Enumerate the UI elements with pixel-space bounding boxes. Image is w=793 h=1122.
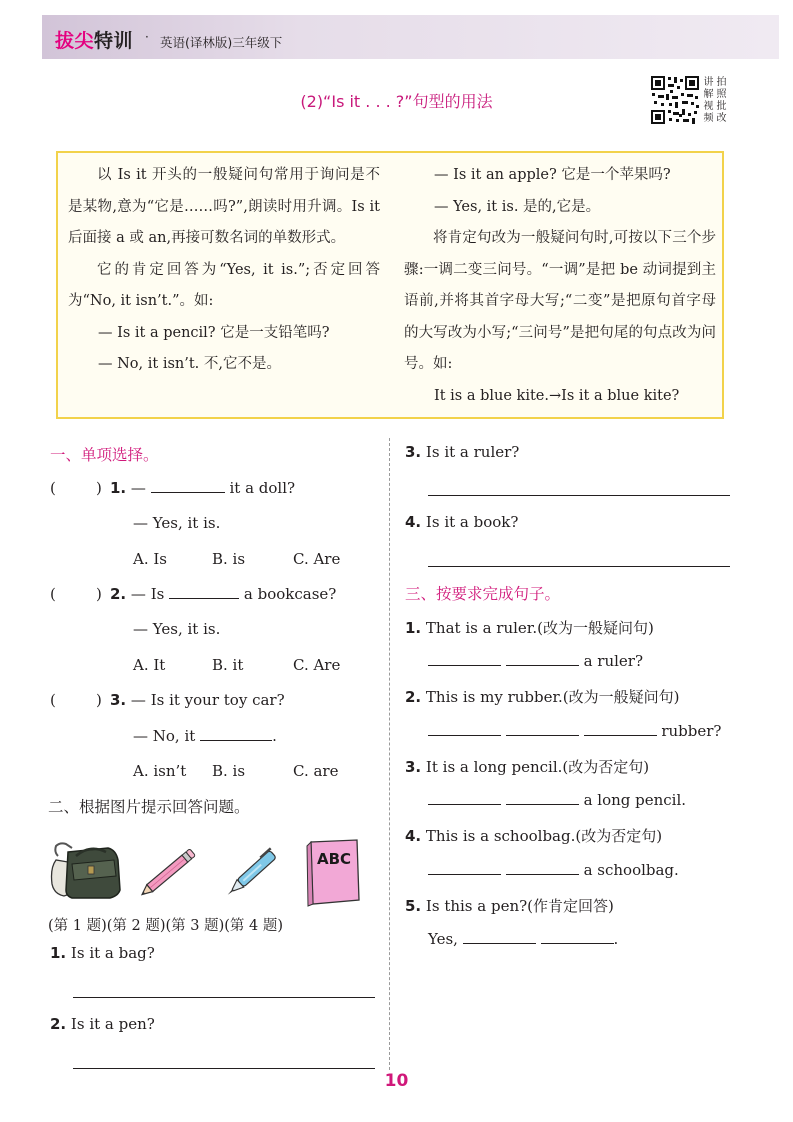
question-text: Is it a pen? — [70, 1015, 155, 1033]
p3-q2 — [405, 686, 680, 707]
header-bar — [42, 15, 779, 59]
q2-reply: — Yes, it is. — [133, 620, 221, 638]
note-right-column — [404, 160, 716, 412]
q3-reply-line — [133, 727, 277, 745]
page-number: 10 — [384, 1071, 409, 1091]
q3-text: — Is it your toy car? — [130, 691, 285, 709]
answer-blank[interactable] — [169, 585, 239, 599]
answer-blank[interactable] — [428, 652, 501, 666]
column-divider — [389, 438, 390, 1070]
answer-paren-open: ( — [50, 479, 56, 497]
book-cover-text: ABC — [316, 850, 352, 868]
note-paragraph: 将肯定句改为一般疑问句时,可按以下三个步骤:一调二变三问号。“一调”是把 be 动词提到主语前,并将其首字母大写;“二变”是把原句首字母的大写改为小写;“三问号”是把句尾的句点改为问号。如: — [404, 230, 716, 372]
question-number: 3. — [405, 443, 422, 461]
p3-q1 — [405, 617, 654, 638]
answer-line[interactable] — [428, 495, 730, 496]
question-number: 3. — [405, 758, 422, 776]
question-number: 2. — [50, 1015, 67, 1033]
answer-blank[interactable] — [506, 861, 579, 875]
answer-blank[interactable] — [428, 722, 501, 736]
q2-suffix: a bookcase? — [243, 585, 337, 603]
note-example: It is a blue kite.→Is it a blue kite? — [434, 387, 680, 404]
p3-q2-answer — [428, 722, 721, 740]
option-c: C. Are — [293, 550, 341, 568]
part3-title: 三、按要求完成句子。 — [405, 585, 561, 603]
question-number: 1. — [110, 479, 127, 497]
question-text: Is this a pen?(作肯定回答) — [425, 897, 614, 915]
answer-paren-open: ( — [50, 585, 56, 603]
option-b: B. is — [212, 550, 246, 568]
note-left-column — [68, 160, 380, 381]
book-subtitle: 英语(译林版)三年级下 — [160, 35, 283, 50]
q3-line — [110, 691, 285, 709]
answer-line[interactable] — [73, 1068, 375, 1069]
option-c: C. Are — [293, 656, 341, 674]
picture-captions: (第 1 题)(第 2 题)(第 3 题)(第 4 题) — [48, 918, 284, 934]
q1-reply: — Yes, it is. — [133, 514, 221, 532]
q2-line — [110, 585, 336, 603]
question-number: 2. — [405, 688, 422, 706]
answer-blank[interactable] — [428, 791, 501, 805]
qr-char: 视 — [703, 101, 714, 112]
answer-blank[interactable] — [200, 727, 272, 741]
q1-line — [110, 479, 295, 497]
answer-paren-close: ) — [96, 479, 102, 497]
p3-q3-answer — [428, 791, 686, 809]
p3-q4 — [405, 825, 662, 846]
brand-part-1: 拔尖 — [55, 30, 95, 52]
answer-blank[interactable] — [463, 930, 536, 944]
book-picture-icon — [305, 838, 363, 908]
note-example: — Yes, it is. 是的,它是。 — [434, 198, 601, 215]
answer-blank[interactable] — [506, 722, 579, 736]
p2-q4 — [405, 513, 518, 531]
answer-tail: . — [613, 930, 619, 948]
answer-paren-close: ) — [96, 585, 102, 603]
q1-suffix: it a doll? — [229, 479, 296, 497]
answer-blank[interactable] — [428, 861, 501, 875]
p3-q1-answer — [428, 652, 643, 670]
option-b: B. is — [212, 762, 246, 780]
question-text: Is it a bag? — [70, 944, 155, 962]
option-c: C. are — [293, 762, 339, 780]
answer-blank[interactable] — [541, 930, 614, 944]
answer-blank[interactable] — [151, 479, 225, 493]
question-number: 5. — [405, 897, 422, 915]
qr-char: 批 — [716, 101, 727, 112]
p2-q3 — [405, 443, 519, 461]
qr-code-icon[interactable] — [650, 75, 700, 125]
q2-prefix: — Is — [130, 585, 165, 603]
part2-title: 二、根据图片提示回答问题。 — [48, 798, 250, 816]
note-paragraph: 它的肯定回答为“Yes, it is.”;否定回答为“No, it isn’t.”。如: — [68, 261, 380, 309]
qr-char: 拍 — [716, 77, 727, 88]
question-text: Is it a book? — [425, 513, 519, 531]
answer-blank[interactable] — [506, 791, 579, 805]
q3-reply-suffix: . — [272, 727, 277, 745]
answer-tail: rubber? — [661, 722, 722, 740]
qr-char: 讲 — [703, 77, 714, 88]
header-dot: · — [145, 30, 149, 44]
question-text: This is my rubber.(改为一般疑问句) — [425, 688, 680, 706]
qr-label — [702, 77, 730, 125]
option-b: B. it — [212, 656, 244, 674]
answer-paren-open: ( — [50, 691, 56, 709]
question-number: 3. — [110, 691, 127, 709]
note-example: — Is it a pencil? 它是一支铅笔吗? — [98, 324, 330, 341]
part1-title: 一、单项选择。 — [50, 446, 159, 464]
option-a: A. It — [133, 656, 166, 674]
p3-q3 — [405, 756, 649, 777]
answer-tail: a long pencil. — [583, 791, 687, 809]
p3-q5 — [405, 895, 614, 916]
question-number: 4. — [405, 513, 422, 531]
pencil-picture-icon — [132, 840, 202, 906]
question-text: Is it a ruler? — [425, 443, 520, 461]
answer-blank[interactable] — [506, 652, 579, 666]
qr-char: 频 — [703, 113, 714, 124]
answer-line[interactable] — [428, 566, 730, 567]
q1-prefix: — — [130, 479, 146, 497]
answer-blank[interactable] — [584, 722, 657, 736]
option-a: A. Is — [133, 550, 167, 568]
p3-q5-answer — [428, 930, 618, 948]
q3-reply-prefix: — No, it — [133, 727, 196, 745]
answer-prefix: Yes, — [428, 930, 458, 948]
qr-char: 照 — [716, 89, 727, 100]
answer-paren-close: ) — [96, 691, 102, 709]
pen-picture-icon — [218, 838, 288, 906]
qr-char: 改 — [716, 113, 727, 124]
note-example: — Is it an apple? 它是一个苹果吗? — [434, 167, 671, 183]
option-a: A. isn’t — [133, 762, 187, 780]
note-example: — No, it isn’t. 不,它不是。 — [98, 356, 281, 372]
qr-char: 解 — [703, 89, 714, 100]
bag-picture-icon — [50, 842, 122, 900]
answer-tail: a schoolbag. — [583, 861, 679, 879]
section-title: (2)“Is it . . . ?”句型的用法 — [300, 92, 493, 111]
brand-part-2: 特训 — [94, 30, 134, 52]
question-number: 4. — [405, 827, 422, 845]
question-text: That is a ruler.(改为一般疑问句) — [425, 619, 654, 637]
question-number: 1. — [50, 944, 67, 962]
brand-logo — [55, 26, 133, 53]
question-number: 2. — [110, 585, 127, 603]
question-text: It is a long pencil.(改为否定句) — [425, 758, 650, 776]
p3-q4-answer — [428, 861, 679, 879]
note-paragraph: 以 Is it 开头的一般疑问句常用于询问是不是某物,意为“它是……吗?”,朗读时用升调。Is it 后面接 a 或 an,再接可数名词的单数形式。 — [68, 167, 380, 246]
question-number: 1. — [405, 619, 422, 637]
question-text: This is a schoolbag.(改为否定句) — [425, 827, 663, 845]
p2-q2 — [50, 1015, 155, 1033]
answer-tail: a ruler? — [583, 652, 643, 670]
p2-q1 — [50, 944, 155, 962]
answer-line[interactable] — [73, 997, 375, 998]
